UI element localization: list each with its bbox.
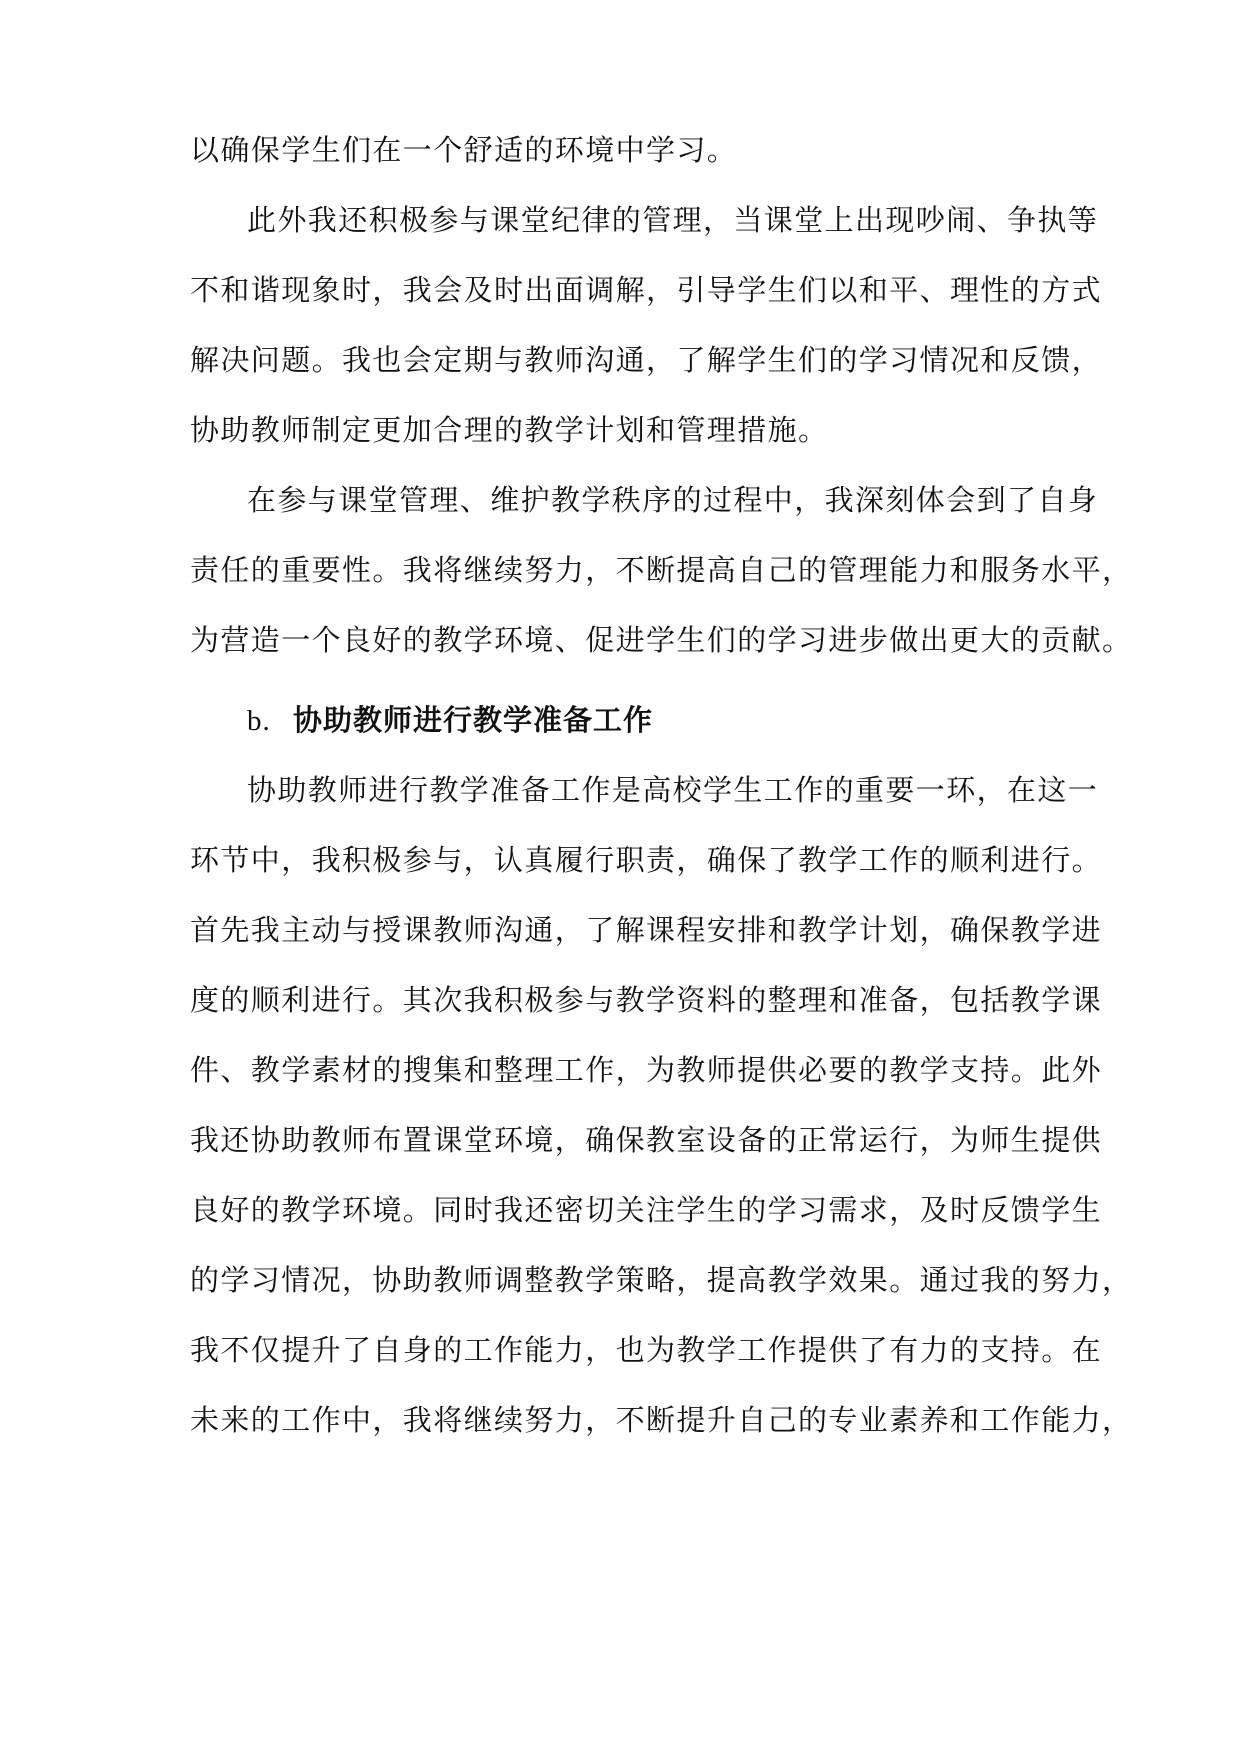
paragraph-line: 不和谐现象时，我会及时出面调解，引导学生们以和平、理性的方式 xyxy=(190,273,1103,307)
section-title: 协助教师进行教学准备工作 xyxy=(293,703,654,737)
paragraph-line: 此外我还积极参与课堂纪律的管理，当课堂上出现吵闹、争执等 xyxy=(247,203,1099,237)
paragraph-line: 未来的工作中，我将继续努力，不断提升自己的专业素养和工作能力， xyxy=(190,1403,1133,1437)
paragraph-line: 为营造一个良好的教学环境、促进学生们的学习进步做出更大的贡献。 xyxy=(190,623,1133,657)
paragraph-line: 我还协助教师布置课堂环境，确保教室设备的正常运行，为师生提供 xyxy=(190,1123,1103,1157)
paragraph-line: 解决问题。我也会定期与教师沟通，了解学生们的学习情况和反馈， xyxy=(190,343,1103,377)
paragraph-line: 协助教师制定更加合理的教学计划和管理措施。 xyxy=(190,413,829,447)
paragraph-line: 协助教师进行教学准备工作是高校学生工作的重要一环，在这一 xyxy=(247,773,1099,807)
paragraph-line: 我不仅提升了自身的工作能力，也为教学工作提供了有力的支持。在 xyxy=(190,1333,1103,1367)
paragraph-line: 度的顺利进行。其次我积极参与教学资料的整理和准备，包括教学课 xyxy=(190,983,1103,1017)
paragraph-line: 首先我主动与授课教师沟通，了解课程安排和教学计划，确保教学进 xyxy=(190,913,1103,947)
paragraph-line: 责任的重要性。我将继续努力，不断提高自己的管理能力和服务水平， xyxy=(190,553,1133,587)
paragraph-line: 件、教学素材的搜集和整理工作，为教师提供必要的教学支持。此外 xyxy=(190,1053,1103,1087)
paragraph-line: 环节中，我积极参与，认真履行职责，确保了教学工作的顺利进行。 xyxy=(190,843,1103,877)
paragraph-line: 以确保学生们在一个舒适的环境中学习。 xyxy=(190,133,738,167)
section-marker: b. xyxy=(247,705,271,737)
paragraph-line: 在参与课堂管理、维护教学秩序的过程中，我深刻体会到了自身 xyxy=(247,483,1099,517)
paragraph-line: 的学习情况，协助教师调整教学策略，提高教学效果。通过我的努力， xyxy=(190,1263,1133,1297)
paragraph-line: 良好的教学环境。同时我还密切关注学生的学习需求，及时反馈学生 xyxy=(190,1193,1103,1227)
section-heading xyxy=(247,694,653,746)
